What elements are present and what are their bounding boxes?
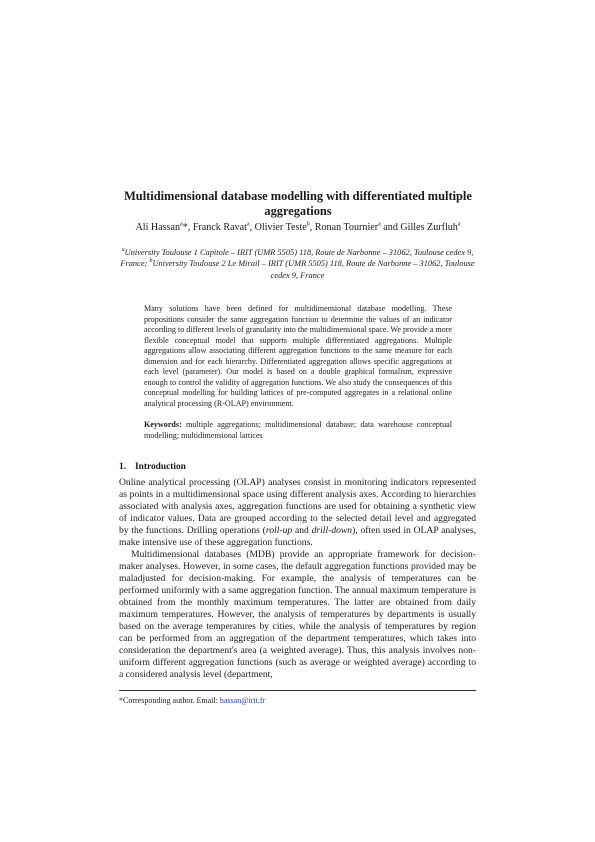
emphasis-term: drill-down <box>311 525 353 537</box>
paragraph-text: and <box>292 525 312 537</box>
emphasis-term: roll-up <box>265 525 293 537</box>
author-name: Franck Ravat <box>192 222 247 233</box>
author-name: Ronan Tournier <box>314 222 379 233</box>
author-affiliation-mark: a <box>180 221 183 228</box>
paragraph-text: Online analytical processing (OLAP) analyses consist in monitoring indicators represented as points in a multidimensional space using different analysis axes. According to hierarchies associated with analysis axes, aggregation functions are used for obtaining a synthetic view of indicator values. Data are grouped according to the selected detail level and aggregated by the functions. Drilling operations ( <box>119 477 476 537</box>
author-name: Gilles Zurfluh <box>400 222 458 233</box>
section-number: 1. <box>119 462 127 472</box>
body-paragraph <box>119 477 476 549</box>
author-separator: , <box>249 222 255 233</box>
affiliation-mark: b <box>149 258 153 265</box>
footnote-text: *Corresponding author. Email: <box>119 696 220 705</box>
author-separator: *, <box>182 222 193 233</box>
body-paragraph: Multidimensional databases (MDB) provide an appropriate framework for decision-maker analyses. However, in some cases, the default aggregation functions provided may be maladjusted for decision-making. For example, the analysis of temperatures can be performed uniformly with a same aggregation function. The annual maximum temperature is obtained from the monthly maximum temperatures. The latter are obtained from daily maximum temperatures. However, the analysis of temperatures by departments is usually based on the average temperatures by cities, while the analysis of temperatures by region can be performed from an aggregation of the department temperatures, which takes into consideration the department's area (a weighted average). Thus, this analysis involves non-uniform different aggregation functions (such as average or weighted average) according to a considered analysis level (department, <box>119 549 476 681</box>
footnote-rule <box>119 690 476 691</box>
keywords-label: Keywords: <box>144 420 182 429</box>
author-list <box>80 222 516 234</box>
author-separator: and <box>380 222 401 233</box>
abstract: Many solutions have been defined for multidimensional database modelling. These propositions consider the same aggregation function to determine the values of an indicator according to different levels of granularity into the multidimensional space. We provide a more flexible conceptual model that supports multiple differentiated aggregations. Multiple aggregations allow associating different aggregation functions to the same measure for each dimension and for each hierarchy. Differentiated aggregation allows specific aggregations at each level (parameter). Our model is based on a double graphical formalism, expressive enough to control the validity of aggregation functions. We also study the consequences of this conceptual modelling for building lattices of pre-computed aggregates in a relational online analytical processing (R-OLAP) environment. <box>144 304 452 408</box>
paper-title: Multidimensional database modelling with differentiated multiple aggregations <box>124 189 472 218</box>
affiliation-text: University Toulouse 1 Capitole – IRIT (UMR 5505) 118, Route de Narbonne – 31062, Toulouse cedex 9, France; <box>120 248 474 269</box>
affiliation-text: University Toulouse 2 Le Mirail – IRIT (UMR 5505) 118, Route de Narbonne – 31062, Toulouse cedex 9, France <box>152 259 475 280</box>
author-affiliation-mark: b <box>306 221 310 228</box>
author-affiliation-mark: a <box>457 221 461 228</box>
author-separator: , <box>309 222 315 233</box>
section-title: Introduction <box>135 462 186 472</box>
section-heading <box>119 462 186 473</box>
paragraph-text: ), often used in OLAP analyses, make intensive use of these aggregation functions. <box>119 525 476 549</box>
affiliations <box>119 247 476 281</box>
keywords <box>144 420 452 441</box>
author-affiliation-mark: a <box>378 221 381 228</box>
keywords-text: multiple aggregations; multidimensional database; data warehouse conceptual modelling; multidimensional lattices <box>144 420 452 440</box>
author-name: Olivier Teste <box>254 222 307 233</box>
author-name: Ali Hassan <box>135 222 181 233</box>
author-email-link[interactable]: hassan@irit.fr <box>219 696 266 705</box>
footnote <box>119 696 265 706</box>
author-affiliation-mark: a <box>246 221 250 228</box>
affiliation-mark: a <box>121 247 125 254</box>
